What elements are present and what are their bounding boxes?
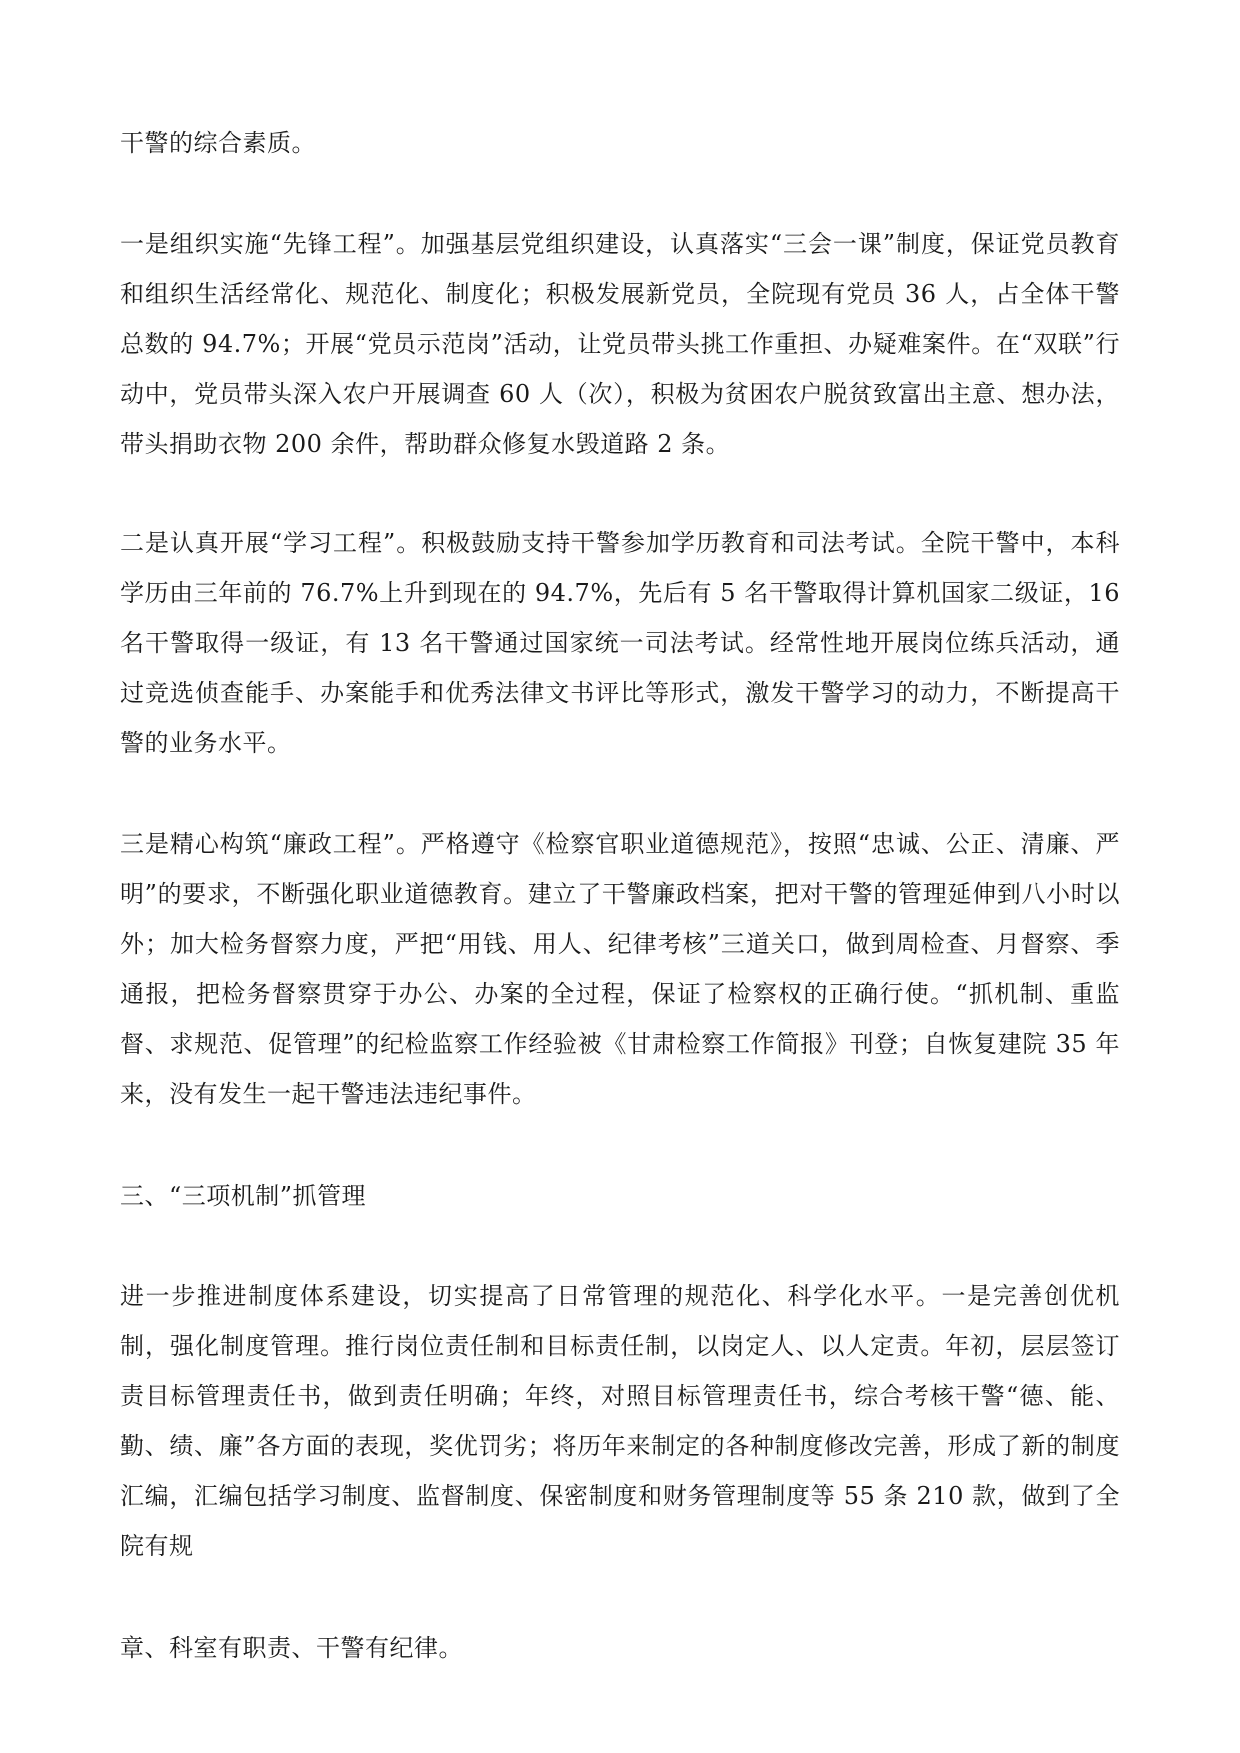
paragraph-intro-tail: 干警的综合素质。 [120,129,316,157]
paragraph-learning-project: 二是认真开展“学习工程”。积极鼓励支持干警参加学历教育和司法考试。全院干警中，本科学历由三年前的 76.7%上升到现在的 94.7%，先后有 5 名干警取得计算机国家二级证，16 名干警取得一级证，有 13 名干警通过国家统一司法考试。经常性地开展岗位练兵活动，通过竞选侦查能手、办案能手和优秀法律文书评比等形式，激发干警学习的动力，不断提高干警的业务水平。 [120,529,1120,757]
paragraph-vanguard-project: 一是组织实施“先锋工程”。加强基层党组织建设，认真落实“三会一课”制度，保证党员教育和组织生活经常化、规范化、制度化；积极发展新党员，全院现有党员 36 人，占全体干警总数的 94.7%；开展“党员示范岗”活动，让党员带头挑工作重担、办疑难案件。在“双联”行动中，党员带头深入农户开展调查 60 人（次），积极为贫困农户脱贫致富出主意、想办法，带头捐助衣物 200 余件，帮助群众修复水毁道路 2 条。 [120,230,1120,458]
section-heading-three-mechanisms: 三、“三项机制”抓管理 [120,1182,367,1210]
paragraph-integrity-project: 三是精心构筑“廉政工程”。严格遵守《检察官职业道德规范》，按照“忠诚、公正、清廉、严明”的要求，不断强化职业道德教育。建立了干警廉政档案，把对干警的管理延伸到八小时以外；加大检务督察力度，严把“用钱、用人、纪律考核”三道关口，做到周检查、月督察、季通报，把检务督察贯穿于办公、办案的全过程，保证了检察权的正确行使。“抓机制、重监督、求规范、促管理”的纪检监察工作经验被《甘肃检察工作简报》刊登；自恢复建院 35 年来，没有发生一起干警违法违纪事件。 [120,830,1120,1108]
paragraph-closing: 章、科室有职责、干警有纪律。 [120,1634,463,1662]
paragraph-management-mechanism: 进一步推进制度体系建设，切实提高了日常管理的规范化、科学化水平。一是完善创优机制，强化制度管理。推行岗位责任制和目标责任制，以岗定人、以人定责。年初，层层签订责目标管理责任书，做到责任明确；年终，对照目标管理责任书，综合考核干警“德、能、勤、绩、廉”各方面的表现，奖优罚劣；将历年来制定的各种制度修改完善，形成了新的制度汇编，汇编包括学习制度、监督制度、保密制度和财务管理制度等 55 条 210 款，做到了全院有规 [120,1282,1120,1560]
